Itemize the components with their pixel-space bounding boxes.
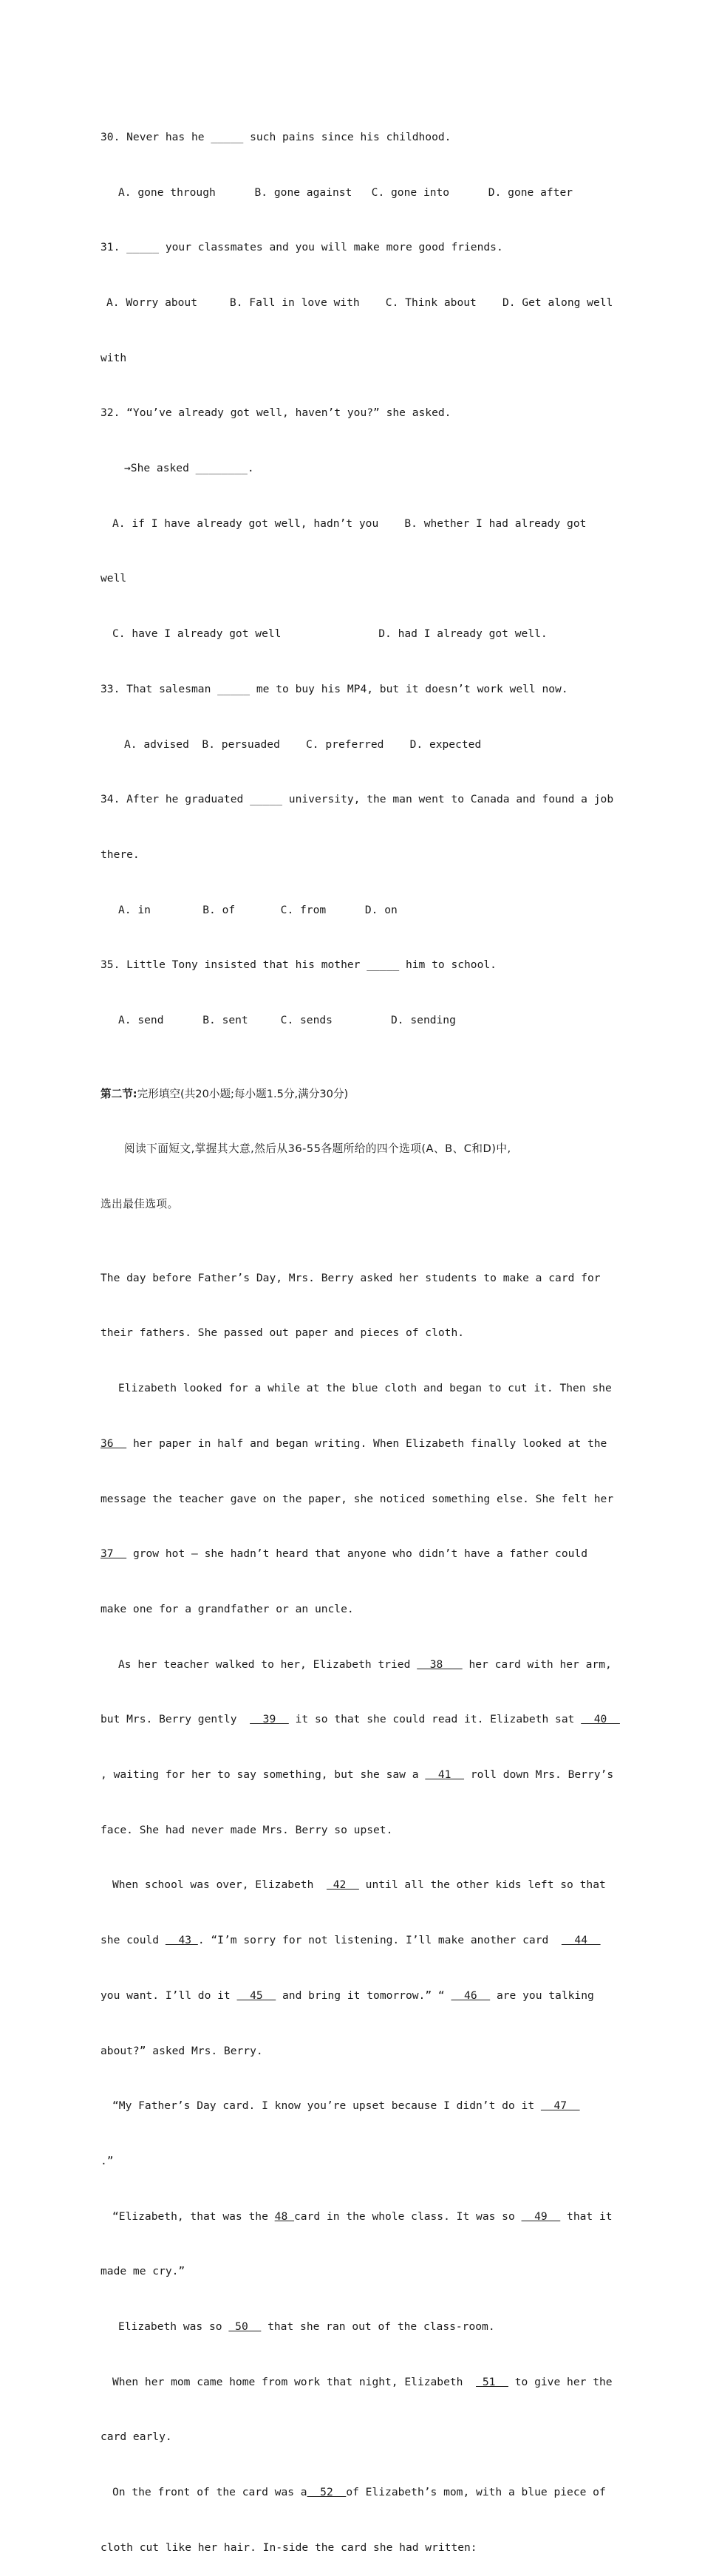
q33-stem: 33. That salesman _____ me to buy his MP4, but it doesn’t work well now. — [100, 682, 568, 695]
passage-line: about?” asked Mrs. Berry. — [100, 2044, 263, 2057]
passage-line: made me cry.” — [100, 2265, 185, 2278]
q32-stem: 32. “You’ve already got well, haven’t you?” she asked. — [100, 406, 451, 420]
passage-line: face. She had never made Mrs. Berry so upset. — [100, 1823, 393, 1836]
blank-47: 47 — [540, 2099, 580, 2113]
passage-line: but Mrs. Berry gently 39 it so that she could read it. Elizabeth sat 40 — [100, 1713, 620, 1726]
q34-stem: 34. After he graduated _____ university, the man went to Canada and found a job — [100, 793, 614, 806]
section-heading-label: 第二节: — [100, 1087, 137, 1100]
passage-line: As her teacher walked to her, Elizabeth tried 38 her card with her arm, — [118, 1657, 612, 1671]
q35-options: A. send B. sent C. sends D. sending — [118, 1014, 456, 1027]
passage-line: she could 43 . “I’m sorry for not listening. I’ll make another card 44 — [100, 1934, 601, 1947]
blank-38: 38 — [417, 1657, 463, 1671]
passage-line: card early. — [100, 2430, 172, 2444]
blank-44: 44 — [561, 1934, 601, 1947]
q30-stem: 30. Never has he _____ such pains since his childhood. — [100, 130, 451, 143]
q34-stem-cont: there. — [100, 848, 140, 861]
passage-line: On the front of the card was a 52 of Elizabeth’s mom, with a blue piece of — [112, 2486, 606, 2499]
passage-line: make one for a grandfather or an uncle. — [100, 1602, 354, 1615]
passage-line: you want. I’ll do it 45 and bring it tomorrow.” “ 46 are you talking — [100, 1989, 594, 2002]
blank-51: 51 — [476, 2375, 508, 2388]
blank-36: 36 — [100, 1437, 127, 1450]
blank-45: 45 — [236, 1989, 276, 2002]
passage-line: When school was over, Elizabeth 42 until all the other kids left so that — [112, 1878, 606, 1892]
passage-line: cloth cut like her hair. In-side the card she had written: — [100, 2541, 477, 2554]
passage-line: When her mom came home from work that night, Elizabeth 51 to give her the — [112, 2375, 613, 2388]
q31-stem: 31. _____ your classmates and you will make more good friends. — [100, 241, 503, 254]
q32-options-ab-cont: well — [100, 572, 127, 585]
blank-41: 41 — [425, 1768, 465, 1782]
q35-stem: 35. Little Tony insisted that his mother _____ him to school. — [100, 958, 497, 972]
section-instructions: 阅读下面短文,掌握其大意,然后从36-55各题所给的四个选项(A、B、C和D)中, — [124, 1142, 511, 1156]
blank-40: 40 — [581, 1713, 620, 1726]
q33-options: A. advised B. persuaded C. preferred D. expected — [124, 737, 482, 751]
passage-line: , waiting for her to say something, but she saw a 41 roll down Mrs. Berry’s — [100, 1768, 614, 1782]
passage-line: Elizabeth was so 50 that she ran out of the class-room. — [118, 2320, 495, 2334]
passage-line: .” — [100, 2154, 114, 2167]
section-heading — [100, 1086, 603, 1104]
q32-options-ab: A. if I have already got well, hadn’t you B. whether I had already got — [112, 517, 587, 530]
q30-options: A. gone through B. gone against C. gone into D. gone after — [118, 185, 573, 199]
blank-39: 39 — [250, 1713, 289, 1726]
passage-line: Elizabeth looked for a while at the blue cloth and began to cut it. Then she — [118, 1382, 612, 1395]
passage-line: 37 grow hot — she hadn’t heard that anyone who didn’t have a father could — [100, 1547, 587, 1561]
passage-line: message the teacher gave on the paper, she noticed something else. She felt her — [100, 1492, 614, 1505]
passage-line: 36 her paper in half and began writing. When Elizabeth finally looked at the — [100, 1437, 607, 1450]
q32-options-cd: C. have I already got well D. had I already got well. — [112, 627, 548, 641]
blank-49: 49 — [521, 2209, 561, 2223]
passage-line: their fathers. She passed out paper and pieces of cloth. — [100, 1326, 465, 1340]
q31-options: A. Worry about B. Fall in love with C. Think about D. Get along well — [106, 296, 613, 309]
q31-options-cont: with — [100, 351, 127, 364]
blank-42: 42 — [326, 1878, 359, 1892]
blank-37: 37 — [100, 1547, 127, 1561]
section-heading-text: 完形填空(共20小题;每小题1.5分,满分30分) — [137, 1087, 349, 1100]
blank-50: 50 — [228, 2320, 262, 2334]
blank-52: 52 — [307, 2486, 347, 2499]
passage-line: The day before Father’s Day, Mrs. Berry asked her students to make a card for — [100, 1271, 601, 1284]
blank-46: 46 — [451, 1989, 491, 2002]
passage-line: “My Father’s Day card. I know you’re upset because I didn’t do it 47 — [112, 2099, 580, 2113]
passage-line: “Elizabeth, that was the 48 card in the whole class. It was so 49 that it — [112, 2209, 613, 2223]
section-instructions-cont: 选出最佳选项。 — [100, 1198, 179, 1211]
q34-options: A. in B. of C. from D. on — [118, 903, 398, 916]
blank-48: 48 — [274, 2209, 295, 2223]
exam-page — [100, 92, 620, 2576]
q32-rewrite: →She asked ________. — [124, 462, 254, 475]
blank-43: 43 — [165, 1934, 198, 1947]
